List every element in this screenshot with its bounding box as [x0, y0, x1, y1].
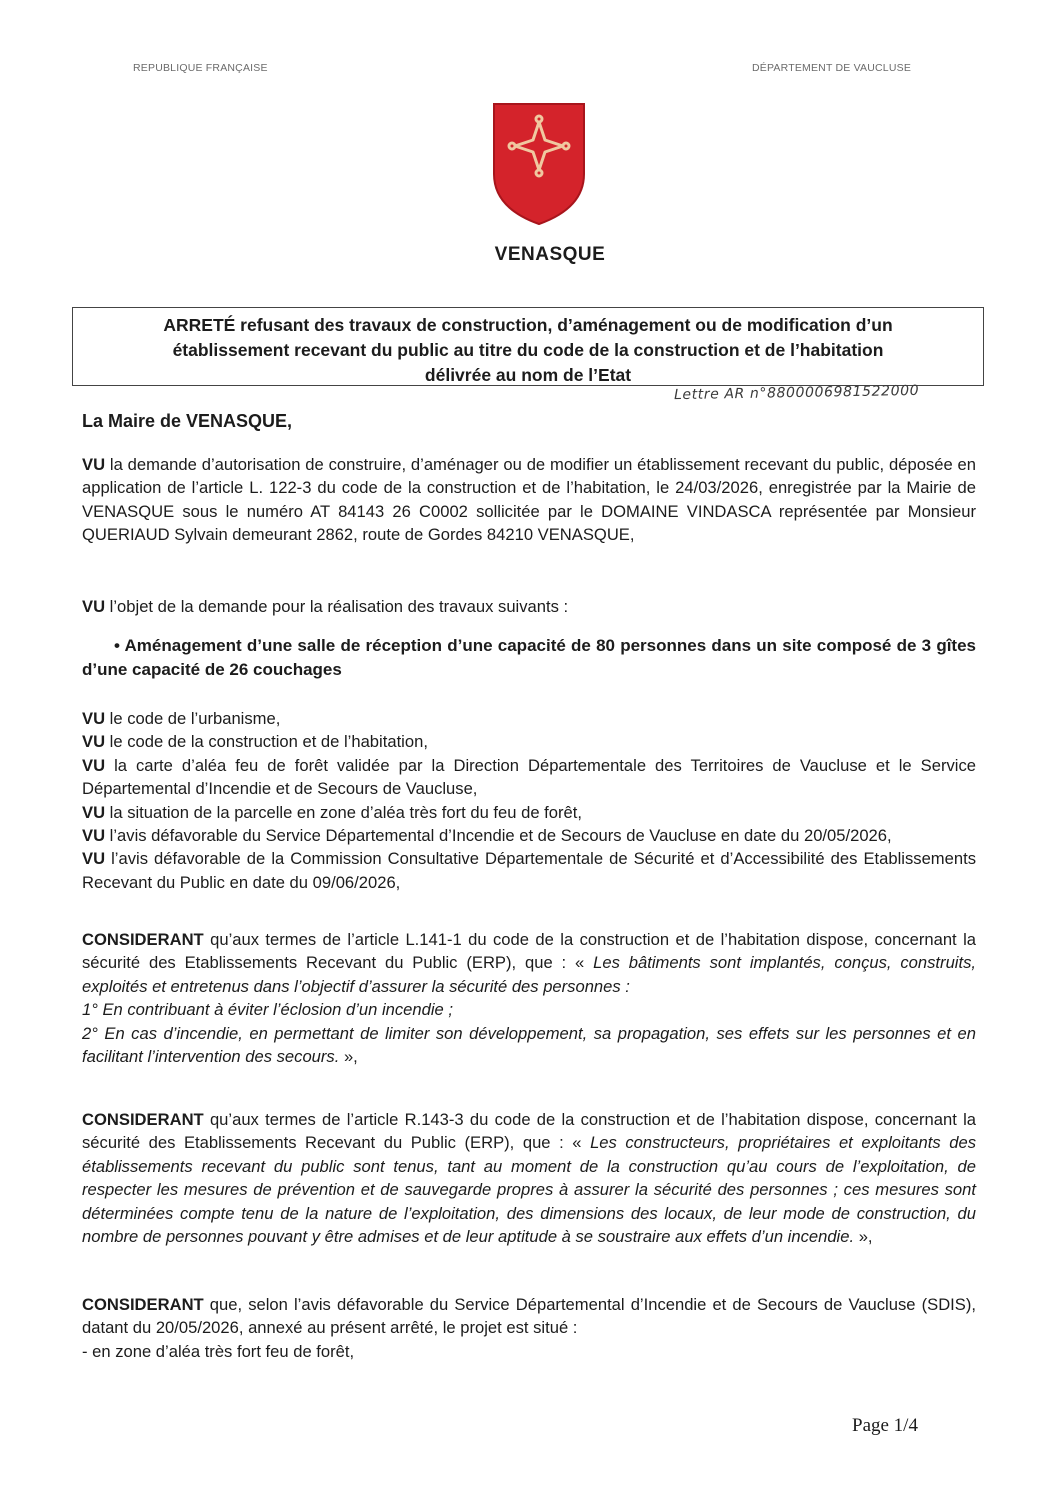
handwritten-registered-letter-note: Lettre AR n°8800006981522000 [673, 382, 920, 404]
header-departement: DÉPARTEMENT DE VAUCLUSE [752, 62, 912, 74]
considerant-label: CONSIDERANT [82, 930, 204, 949]
page-number: Page 1/4 [852, 1415, 918, 1436]
works-description: • Aménagement d’une salle de réception d’une capacité de 80 personnes dans un site composé de 3 gîtes d’une capacité de 26 couchages [82, 636, 976, 679]
considerant-sdis: CONSIDERANT que, selon l’avis défavorable du Service Départemental d’Incendie et de Secours de Vaucluse (SDIS), datant du 20/05/2026, annexé au présent arrêté, le projet est situé : - en zone d’aléa très fort feu de forêt, [82, 1293, 976, 1363]
vu-item: VU l’avis défavorable du Service Départemental d’Incendie et de Secours de Vaucluse en date du 20/05/2026, [82, 826, 892, 846]
vu-item: VU l’avis défavorable de la Commission Consultative Départementale de Sécurité et d’Accessibilité des Etablissements Recevant du Public en date du 09/06/2026, [82, 849, 976, 892]
title-line-3: délivrée au nom de l’Etat [424, 365, 632, 385]
considerant-r143-3: CONSIDERANT qu’aux termes de l’article R.143-3 du code de la construction et de l’habitation dispose, concernant la sécurité des Etablissements Recevant du Public (ERP), que : « Les constructeurs, propriétaires et exploitants des établissements recevant du public sont tenus, tant au moment de la construction qu’au cours de l’exploitation, de respecter les mesures de prévention et de sauvegarde propres à assurer la sécurité des personnes ; ces mesures sont déterminées compte tenu de la nature de l’exploitation, des dimensions des locaux, de leur mode de construction, du nombre de personnes pouvant y être admises et de leur aptitude à se soustraire aux effets d’un incendie. », [82, 1110, 976, 1247]
arrete-title-box [72, 307, 984, 386]
salutation: La Maire de VENASQUE, [82, 411, 293, 431]
vu-objet-text: l’objet de la demande pour la réalisation des travaux suivants : [105, 597, 569, 616]
considerant-label: CONSIDERANT [82, 1110, 204, 1129]
quote: Les bâtiments sont implantés, conçus, construits, exploités et entretenus dans l’objectif d’assurer la sécurité des personnes : [82, 953, 977, 996]
quote-item: 2° En cas d’incendie, en permettant de limiter son développement, sa propagation, ses effets sur les personnes et en facilitant l’intervention des secours. [82, 1023, 976, 1067]
vu-demande-text: la demande d’autorisation de construire, d’aménager ou de modifier un établissement recevant du public, déposée en application de l’article L. 122-3 du code de la construction et de l’habitation, le 24/03/2026, enregistrée par la Mairie de VENASQUE sous le numéro AT 84143 26 C0002 sollicitée par le DOMAINE VINDASCA représentée par Monsieur QUERIAUD Sylvain demeurant 2862, route de Gordes 84210 VENASQUE, [82, 455, 976, 545]
vu-label: VU [82, 597, 106, 616]
commune-name: VENASQUE [494, 244, 606, 265]
vu-item: VU le code de l’urbanisme, [82, 709, 281, 728]
vu-item: VU le code de la construction et de l’habitation, [82, 732, 428, 752]
considerant-l141-1: CONSIDERANT qu’aux termes de l’article L.141-1 du code de la construction et de l’habitation dispose, concernant la sécurité des Etablissements Recevant du Public (ERP), que : « Les bâtiments sont implantés, conçus, construits, exploités et entretenus dans l’objectif d’assurer la sécurité des personnes : 1° En contribuant à éviter l’éclosion d’un incendie ; 2° En cas d’incendie, en permettant de limiter son développement, sa propagation, ses effets sur les personnes et en facilitant l’intervention des secours. », [82, 930, 977, 1067]
quote-item: 1° En contribuant à éviter l’éclosion d’un incendie ; [82, 1000, 454, 1020]
vu-list [82, 707, 976, 894]
occitan-cross-shield-icon [490, 100, 588, 226]
vu-item: VU la carte d’aléa feu de forêt validée par la Direction Départementale des Territoires de Vaucluse et le Service Départemental d’Incendie et de Secours de Vaucluse, [82, 755, 976, 799]
vu-label: VU [82, 455, 106, 474]
header-republique: REPUBLIQUE FRANÇAISE [133, 62, 268, 74]
title-line-2: établissement recevant du public au titre du code de la construction et de l’habitation [172, 340, 884, 360]
considerant-item: - en zone d’aléa très fort feu de forêt, [82, 1341, 355, 1361]
vu-objet [82, 595, 976, 618]
vu-demande [82, 453, 976, 547]
vu-item: VU la situation de la parcelle en zone d’aléa très fort du feu de forêt, [82, 802, 582, 822]
title-line-1: ARRETÉ refusant des travaux de construction, d’aménagement ou de modification d’un [163, 315, 893, 335]
considerant-label: CONSIDERANT [82, 1295, 204, 1314]
quote: Les constructeurs, propriétaires et exploitants des établissements recevant du public sont tenus, tant au moment de la construction qu’au cours de l’exploitation, de respecter les mesures de prévention et de sauvegarde propres à assurer la sécurité des personnes ; ces mesures sont déterminées compte tenu de la nature de l’exploitation, des dimensions des locaux, de leur mode de construction, du nombre de personnes pouvant y être admises et de leur aptitude à se soustraire aux effets d’un incendie. [82, 1133, 976, 1247]
